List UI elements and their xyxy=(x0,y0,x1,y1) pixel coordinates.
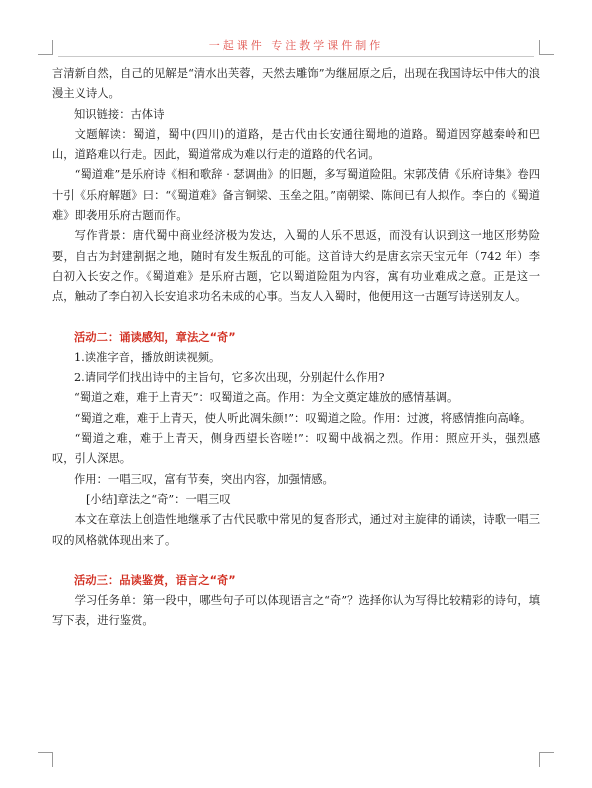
page-header: 一起课件 专注教学课件制作 xyxy=(208,39,384,52)
document-body xyxy=(52,64,540,632)
header-divider xyxy=(58,56,534,57)
paragraph-summary: [小结]章法之“奇”：一唱三叹 xyxy=(86,492,231,506)
paragraph-step-1: 1.读准字音，播放朗读视频。 xyxy=(74,350,221,364)
paragraph-summary-detail: 本文在章法上创造性地继承了古代民歌中常见的复沓形式，通过对主旋律的诵读，诗歌一唱三叹的风格就体现出来了。 xyxy=(52,513,540,547)
paragraph-theme-line-3: “蜀道之难，难于上青天，侧身西望长咨嗟!”：叹蜀中战祸之烈。作用：照应开头，强烈感叹，引人深思。 xyxy=(52,432,540,466)
paragraph-theme-line-2: “蜀道之难，难于上青天，使人听此凋朱颜!”：叹蜀道之险。作用：过渡，将感情推向高峰。 xyxy=(74,411,532,425)
spacer xyxy=(52,308,540,328)
crop-mark-bottom-right xyxy=(539,752,554,767)
paragraph-function: 作用：一唱三叹，富有节奏，突出内容，加强情感。 xyxy=(74,472,334,486)
paragraph-writing-background: 写作背景：唐代蜀中商业经济极为发达，入蜀的人乐不思返，而没有认识到这一地区形势险要，自古为封建割据之地，随时有发生叛乱的可能。这首诗大约是唐玄宗天宝元年（742 年）李白初入长安之作。《蜀道难》是乐府古题，它以蜀道险阻为内容，寓有功业难成之意。正是这一点，触动了李白初入长安追求功名未成的心事。当友人入蜀时，他便用这一古题写诗送别友人。 xyxy=(52,229,540,304)
paragraph-task-sheet: 学习任务单：第一段中，哪些句子可以体现语言之“奇”？选择你认为写得比较精彩的诗句，填写下表，进行鉴赏。 xyxy=(52,594,540,628)
paragraph-theme-line-1: “蜀道之难，难于上青天”：叹蜀道之高。作用：为全文奠定雄放的感情基调。 xyxy=(74,391,459,405)
paragraph-intro-continued: 言清新自然，自己的见解是“清水出芙蓉，天然去雕饰”为继屈原之后，出现在我国诗坛中伟大的浪漫主义诗人。 xyxy=(52,67,540,101)
spacer xyxy=(52,551,540,571)
paragraph-yuefu-origin: “蜀道难”是乐府诗《相和歌辞 · 瑟调曲》的旧题，多写蜀道险阻。宋郭茂倩《乐府诗集》卷四十引《乐府解题》曰：“《蜀道难》备言铜梁、玉垒之阻。”南朝梁、陈间已有人拟作。李白的《蜀道难》即袭用乐府古题而作。 xyxy=(52,168,540,223)
activity-two-heading: 活动二：诵读感知，章法之“奇” xyxy=(74,330,236,344)
paragraph-title-interpretation: 文题解读：蜀道，蜀中(四川)的道路，是古代由长安通往蜀地的道路。蜀道因穿越秦岭和巴山，道路难以行走。因此，蜀道常成为难以行走的道路的代名词。 xyxy=(52,127,540,162)
paragraph-step-2: 2.请同学们找出诗中的主旨句，它多次出现，分别起什么作用? xyxy=(74,371,385,385)
paragraph-knowledge-link: 知识链接：古体诗 xyxy=(74,107,165,121)
activity-three-heading: 活动三：品读鉴赏，语言之“奇” xyxy=(74,573,236,587)
crop-mark-bottom-left xyxy=(38,752,53,767)
